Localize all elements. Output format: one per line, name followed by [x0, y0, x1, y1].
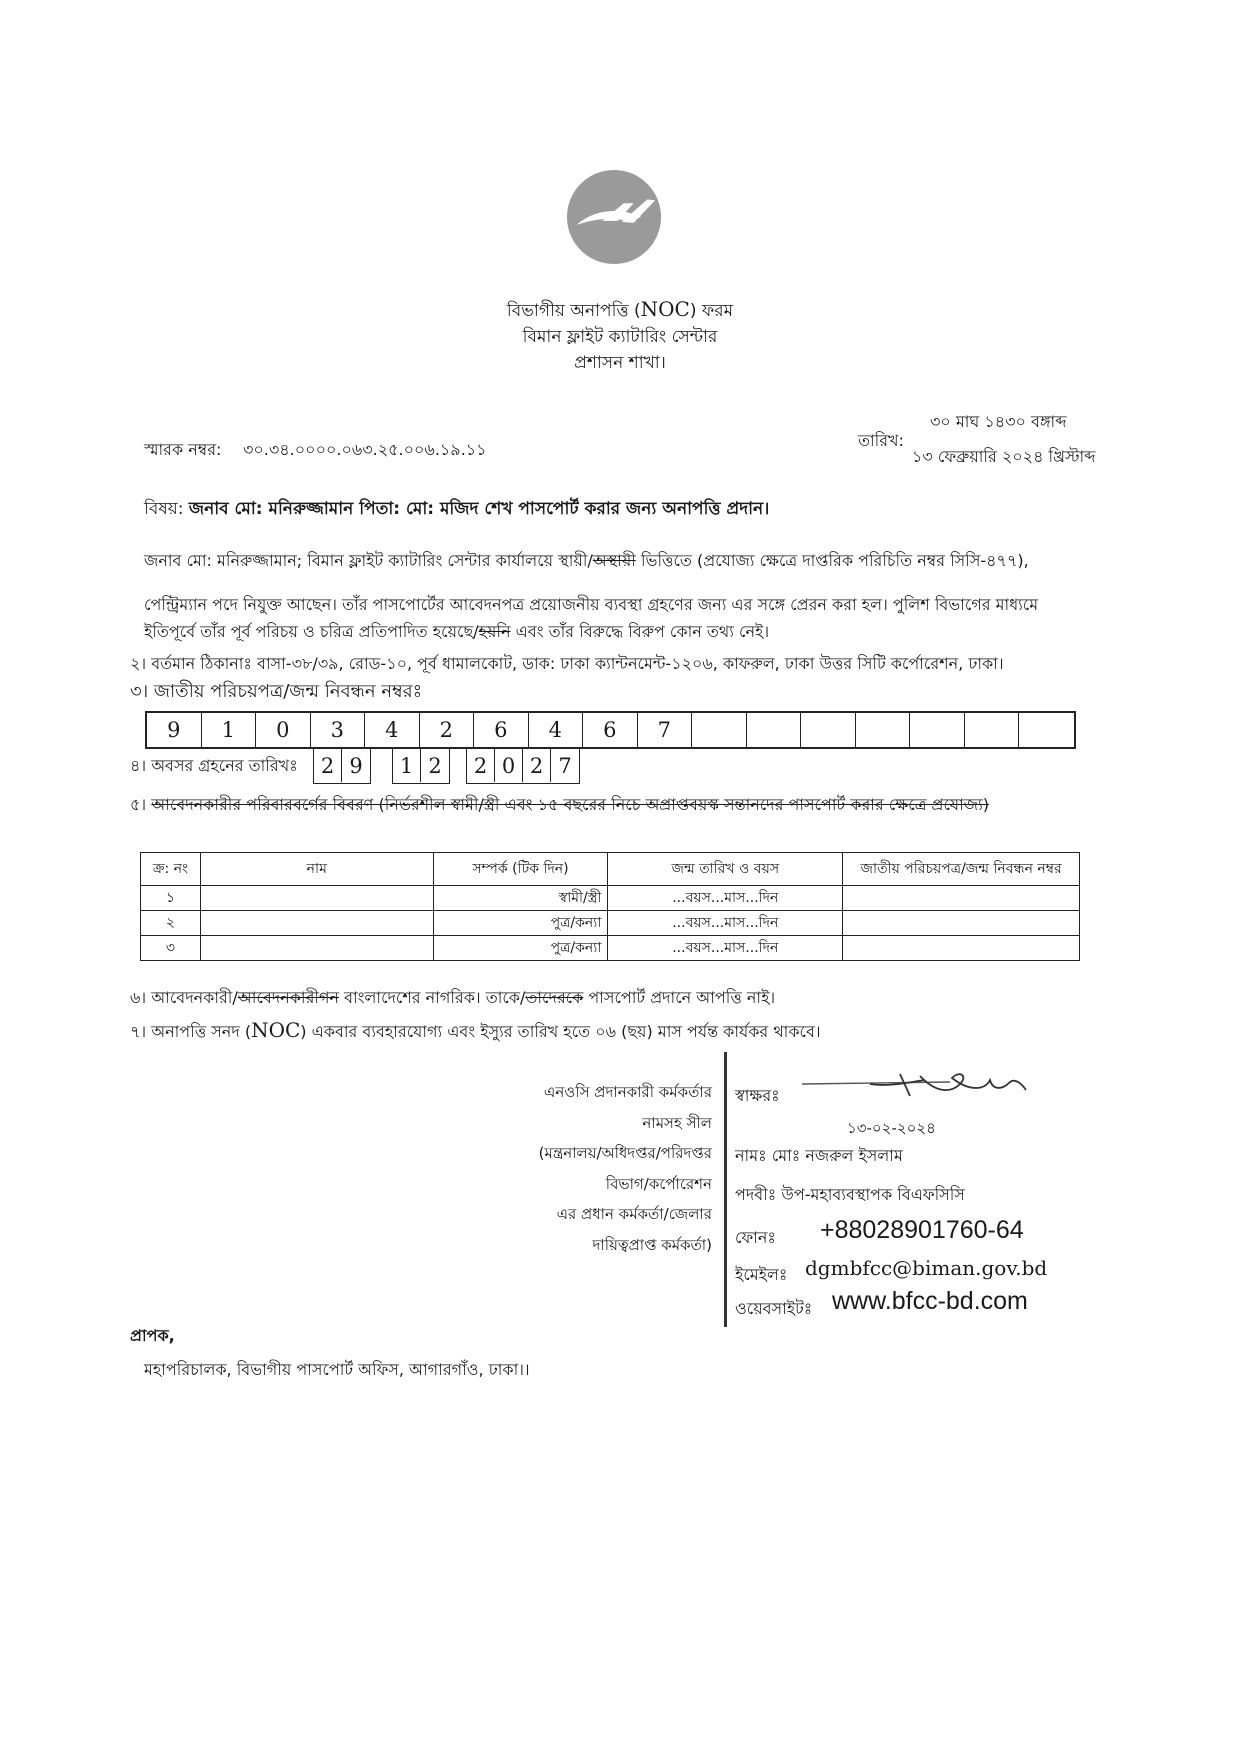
retirement-year-digit: 2 — [467, 749, 495, 782]
subject-text: জনাব মো: মনিরুজ্জামান পিতা: মো: মজিদ শেখ পাসপোর্ট করার জন্য অনাপত্তি প্রদান। — [188, 499, 770, 519]
email-address: dgmbfcc@biman.gov.bd — [805, 1256, 1048, 1280]
date-label: তারিখ: — [858, 431, 904, 450]
nid-digit-box: 1 — [202, 713, 257, 747]
website-label: ওয়েবসাইটঃ — [735, 1299, 813, 1318]
nid-digit-box — [1019, 713, 1074, 747]
item-nid-label: ৩। জাতীয় পরিচয়পত্র/জন্ম নিবন্ধন নম্বরঃ — [130, 681, 423, 702]
recipient-address: মহাপরিচালক, বিভাগীয় পাসপোর্ট অফিস, আগারগাঁও, ঢাকা।। — [144, 1360, 530, 1379]
phone-label: ফোনঃ — [735, 1228, 776, 1247]
recipient-label: প্রাপক, — [130, 1326, 175, 1345]
department-name: প্রশাসন শাখা। — [574, 353, 666, 373]
date-bangla: ৩০ মাঘ ১৪৩০ বঙ্গাব্দ — [930, 412, 1067, 431]
biman-logo-icon — [565, 168, 663, 266]
nid-digit-box — [692, 713, 747, 747]
col-dob-age: জন্ম তারিখ ও বয়স — [608, 853, 843, 886]
memo-label: স্মারক নম্বর: — [144, 440, 222, 459]
form-title: বিভাগীয় অনাপত্তি (NOC) ফরম — [506, 297, 734, 321]
subject-line — [144, 496, 769, 524]
date-english: ১৩ ফেব্রুয়ারি ২০২৪ খ্রিস্টাব্দ — [912, 447, 1096, 466]
col-serial: ক্র: নং — [141, 853, 201, 886]
col-name: নাম — [200, 853, 433, 886]
officer-name-line: নামঃ মোঃ নজরুল ইসলাম — [735, 1146, 903, 1165]
item-address: ২। বর্তমান ঠিকানাঃ বাসা-৩৮/৩৯, রোড-১০, পূর্ব ধামালকোট, ডাক: ঢাকা ক্যান্টনমেন্ট-১২০৬, কাফরুল, ঢাকা উত্তর সিটি কর্পোরেশন, ঢাকা। — [130, 654, 1004, 673]
item-validity: ৭। অনাপত্তি সনদ (NOC) একবার ব্যবহারযোগ্য এবং ইস্যুর তারিখ হতে ০৬ (ছয়) মাস পর্যন্ত কার্যকর থাকবে। — [130, 1018, 821, 1042]
col-relation: সম্পর্ক (টিক দিন) — [433, 853, 608, 886]
table-row: ১ স্বামী/স্ত্রী ...বয়স...মাস...দিন — [141, 886, 1080, 911]
nid-digit-box — [965, 713, 1020, 747]
nid-digit-box — [747, 713, 802, 747]
retirement-month-boxes — [392, 748, 450, 784]
retirement-day-boxes — [313, 748, 371, 784]
issuer-block: এনওসি প্রদানকারী কর্মকর্তার নামসহ সীল (মন্ত্রনালয়/অধিদপ্তর/পরিদপ্তর বিভাগ/কর্পোরেশন এর প্রধান কর্মকর্তা/জেলার দায়িত্বপ্রাপ্ত কর্মকর্তা) — [538, 1083, 712, 1254]
table-row: ২ পুত্র/কন্যা ...বয়স...মাস...দিন — [141, 911, 1080, 936]
table-header-row — [141, 853, 1080, 886]
nid-digit-box: 6 — [583, 713, 638, 747]
nid-digit-box: 7 — [638, 713, 693, 747]
retirement-month-digit: 1 — [393, 749, 421, 782]
officer-designation-line: পদবীঃ উপ-মহাব্যবস্থাপক বিএফসিসি — [735, 1185, 965, 1204]
retirement-year-digit: 2 — [523, 749, 551, 782]
nid-digit-box — [856, 713, 911, 747]
nid-digit-box: 6 — [474, 713, 529, 747]
item-retirement-label: ৪। অবসর গ্রহনের তারিখঃ — [130, 756, 298, 775]
body-para1-line1: জনাব মো: মনিরুজ্জামান; বিমান ফ্লাইট ক্যাটারিং সেন্টার কার্যালয়ে স্থায়ী/অস্থায়ী ভিত্তিতে (প্রযোজ্য ক্ষেত্রে দাপ্তরিক পরিচিতি নম্বর সিসি-৪৭৭), — [144, 551, 1029, 570]
nid-digit-box: 0 — [256, 713, 311, 747]
email-label: ইমেইলঃ — [735, 1265, 788, 1284]
retirement-month-digit: 2 — [428, 753, 442, 778]
nid-digit-box — [801, 713, 856, 747]
nid-digit-box — [910, 713, 965, 747]
handwritten-signature-icon — [800, 1062, 1030, 1112]
item-citizenship: ৬। আবেদনকারী/আবেদনকারীগন বাংলাদেশের নাগরিক। তাকে/তাদেরকে পাসপোর্ট প্রদানে আপত্তি নাই। — [130, 988, 776, 1007]
memo-number: ৩০.৩৪.০০০০.০৬৩.২৫.০০৬.১৯.১১ — [243, 440, 487, 459]
subject-label: বিষয়: — [144, 499, 184, 519]
nid-digit-box: 3 — [311, 713, 366, 747]
item-family-details: ৫। আবেদনকারীর পরিবারবর্গের বিবরণ (নির্ভরশীল স্বামী/স্ত্রী এবং ১৫ বছরের নিচে অপ্রাপ্তবয়স্ক সন্তানদের পাসপোর্ট করার ক্ষেত্রে প্রযোজ্য) — [130, 795, 989, 814]
family-table — [140, 852, 1080, 961]
nid-digit-box: 4 — [365, 713, 420, 747]
signature-date: ১৩-০২-২০২৪ — [847, 1119, 936, 1137]
body-para1-line3: ইতিপূর্বে তাঁর পূর্ব পরিচয় ও চরিত্র প্রতিপাদিত হয়েছে/হয়নি এবং তাঁর বিরুদ্ধে বিরুপ কোন তথ্য নেই। — [144, 622, 770, 641]
body-para1-line2: পেন্ট্রিম্যান পদে নিযুক্ত আছেন। তাঁর পাসপোর্টের আবেদনপত্র প্রয়োজনীয় ব্যবস্থা গ্রহণের জন্য এর সঙ্গে প্রেরন করা হল। পুলিশ বিভাগের মাধ্যমে — [144, 595, 1039, 614]
retirement-year-digit: 7 — [558, 753, 572, 778]
signature-divider — [724, 1052, 727, 1327]
retirement-year-boxes — [466, 748, 580, 784]
table-row: ৩ পুত্র/কন্যা ...বয়স...মাস...দিন — [141, 936, 1080, 961]
nid-digit-box: 4 — [529, 713, 584, 747]
retirement-year-digit: 0 — [495, 749, 523, 782]
nid-number-boxes — [145, 711, 1076, 749]
signature-label: স্বাক্ষরঃ — [735, 1086, 780, 1105]
nid-digit-box: 2 — [420, 713, 475, 747]
col-nid: জাতীয় পরিচয়পত্র/জন্ম নিবন্ধন নম্বর — [843, 853, 1080, 886]
website-url: www.bfcc-bd.com — [832, 1287, 1028, 1315]
organization-name: বিমান ফ্লাইট ক্যাটারিং সেন্টার — [522, 327, 718, 347]
phone-number: +88028901760-64 — [820, 1216, 1024, 1244]
retirement-day-digit: 9 — [349, 753, 363, 778]
retirement-day-digit: 2 — [314, 749, 342, 782]
nid-digit-box: 9 — [147, 713, 202, 747]
